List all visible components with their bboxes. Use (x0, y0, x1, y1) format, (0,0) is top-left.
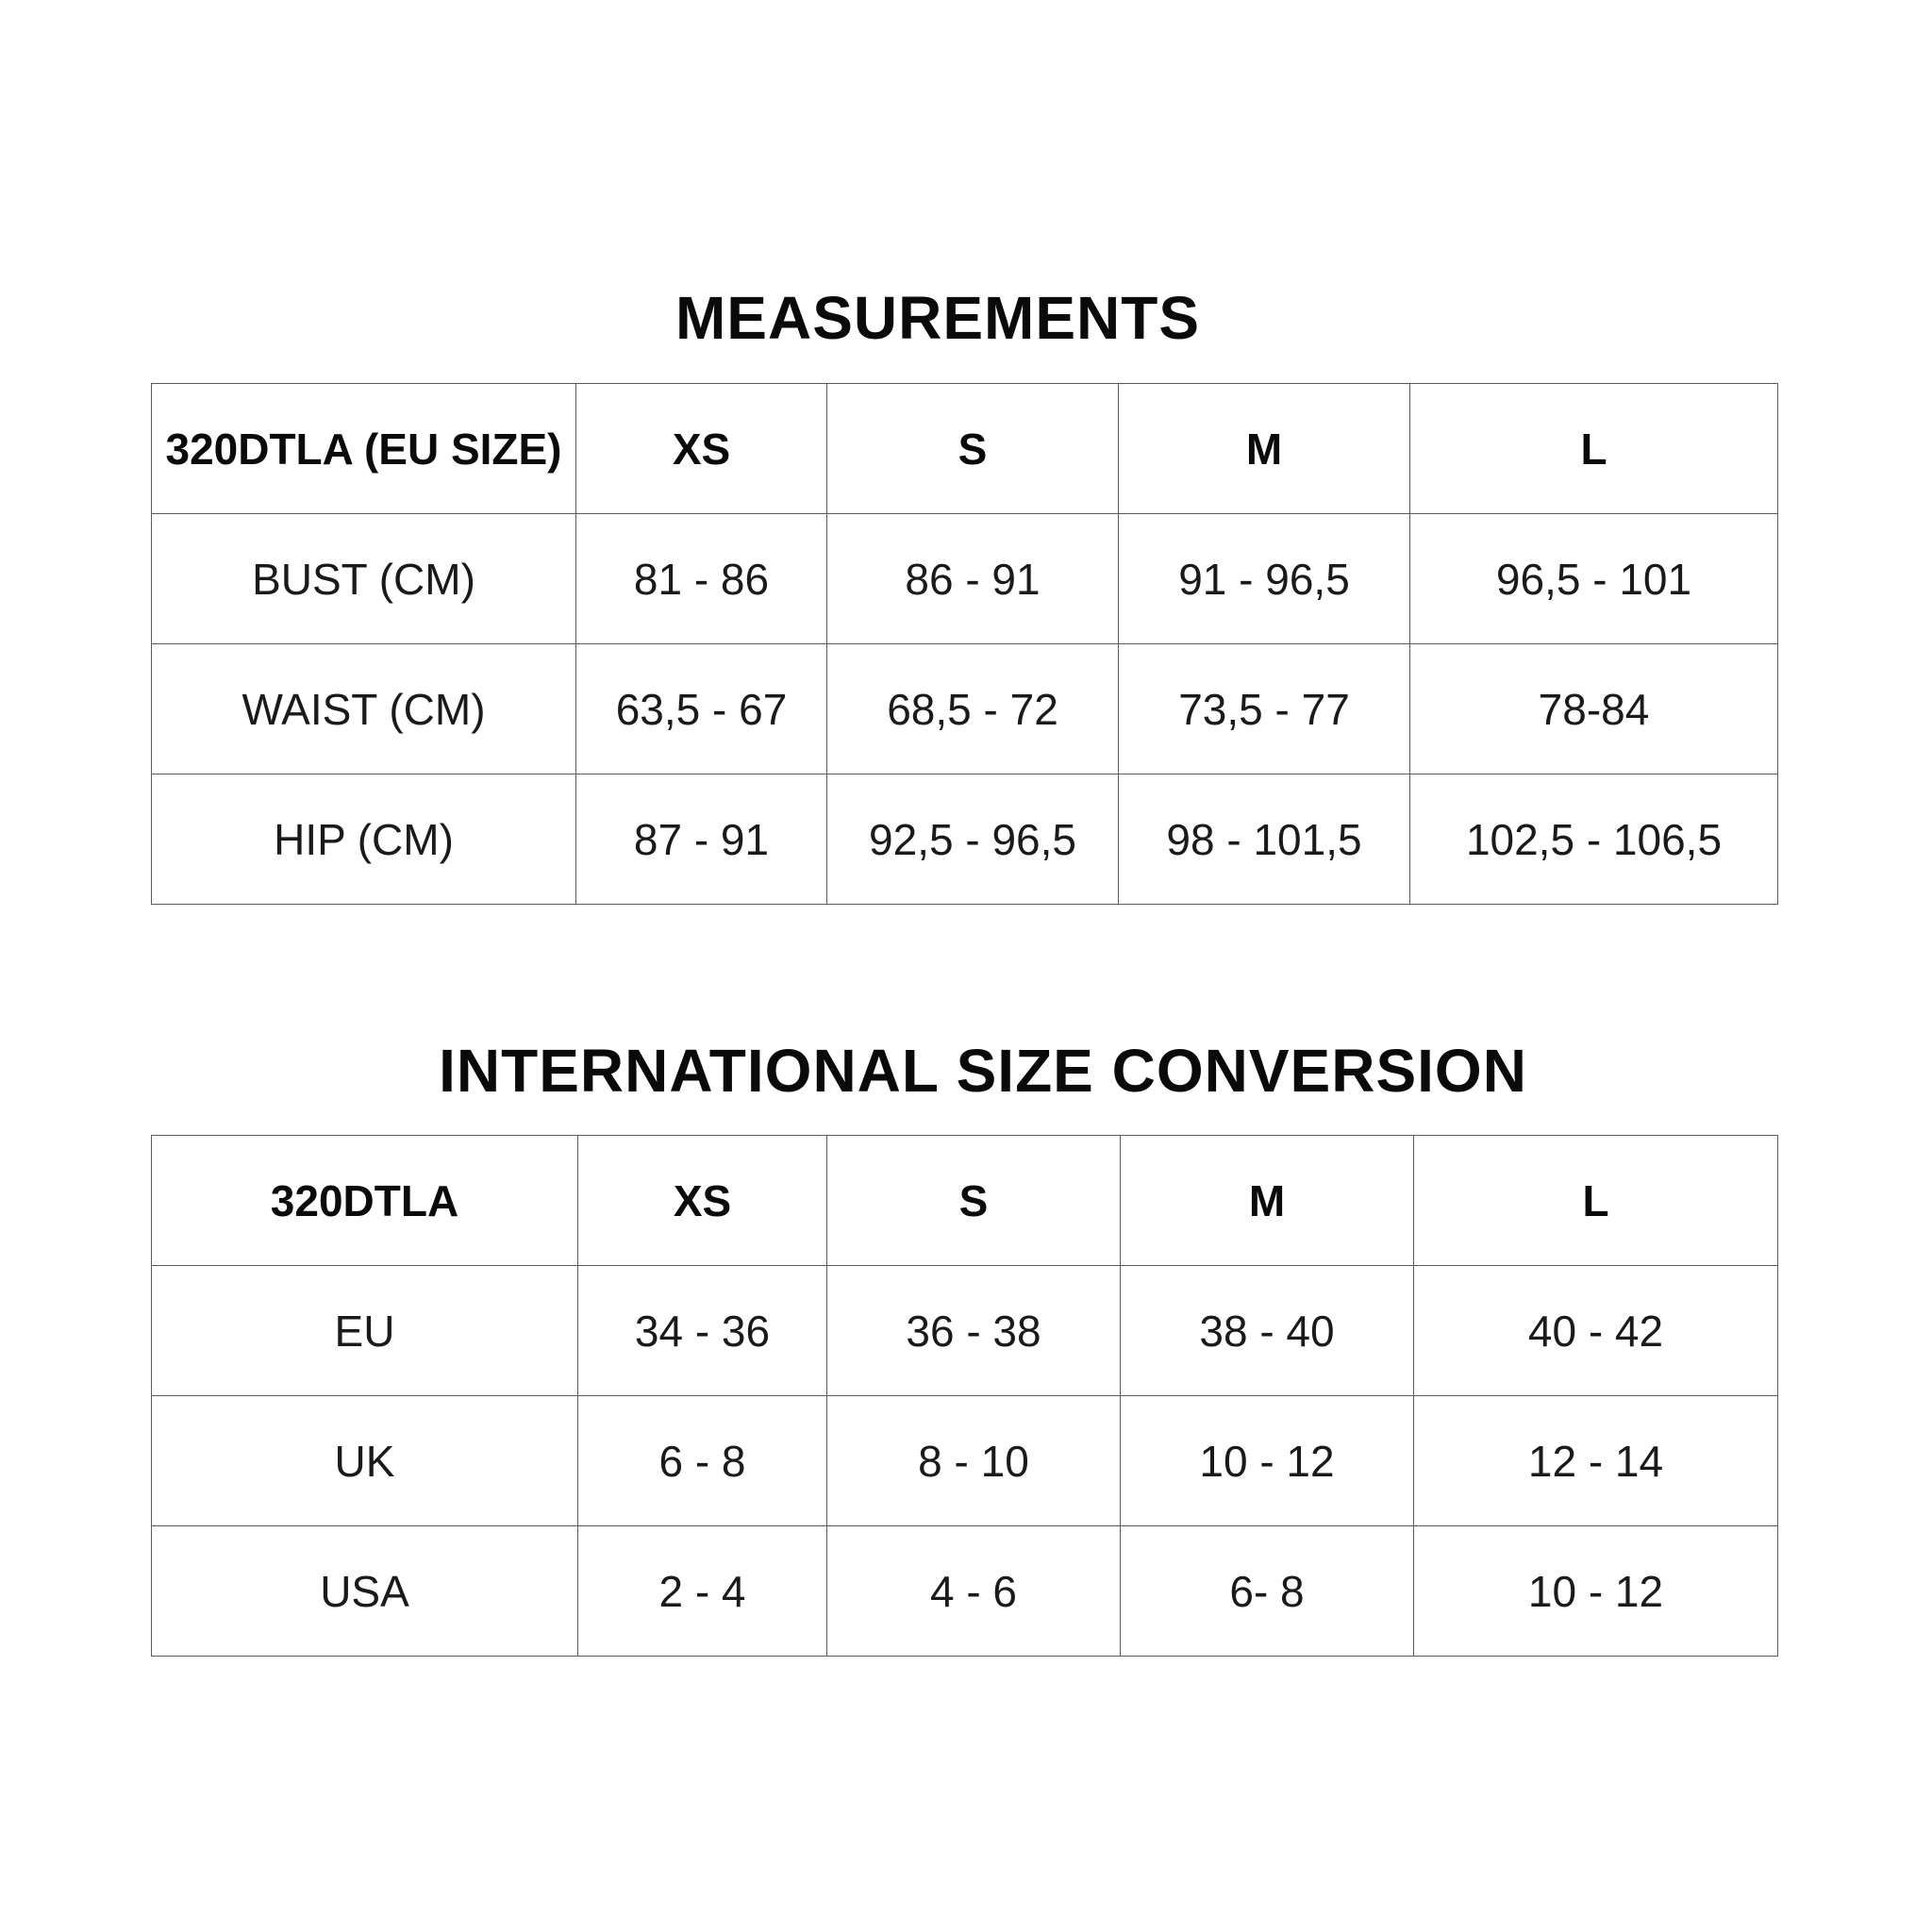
table-cell: 6- 8 (1121, 1526, 1414, 1657)
table-cell: 38 - 40 (1121, 1266, 1414, 1396)
table-row-hip (152, 774, 1778, 905)
table-row-uk (152, 1396, 1778, 1526)
table-cell: 87 - 91 (576, 774, 827, 905)
table-cell: 102,5 - 106,5 (1410, 774, 1778, 905)
table-row-eu (152, 1266, 1778, 1396)
row-label-waist: WAIST (CM) (152, 644, 576, 774)
header-cell-l: L (1410, 384, 1778, 514)
row-label-hip: HIP (CM) (152, 774, 576, 905)
table-cell: 6 - 8 (578, 1396, 827, 1526)
conversion-title: INTERNATIONAL SIZE CONVERSION (439, 1037, 1527, 1105)
header-cell-m: M (1119, 384, 1410, 514)
table-cell: 73,5 - 77 (1119, 644, 1410, 774)
row-label-uk: UK (152, 1396, 578, 1526)
table-cell: 8 - 10 (827, 1396, 1121, 1526)
header-cell-m: M (1121, 1136, 1414, 1266)
row-label-eu: EU (152, 1266, 578, 1396)
conversion-table (151, 1135, 1778, 1657)
measurements-header-row (152, 384, 1778, 514)
table-cell: 96,5 - 101 (1410, 514, 1778, 644)
table-cell: 34 - 36 (578, 1266, 827, 1396)
table-cell: 36 - 38 (827, 1266, 1121, 1396)
header-cell-brand-size: 320DTLA (EU SIZE) (152, 384, 576, 514)
header-cell-xs: XS (578, 1136, 827, 1266)
table-cell: 81 - 86 (576, 514, 827, 644)
table-cell: 92,5 - 96,5 (827, 774, 1119, 905)
header-cell-brand: 320DTLA (152, 1136, 578, 1266)
table-cell: 63,5 - 67 (576, 644, 827, 774)
measurements-table (151, 383, 1778, 905)
header-cell-s: S (827, 384, 1119, 514)
table-cell: 10 - 12 (1121, 1396, 1414, 1526)
table-cell: 86 - 91 (827, 514, 1119, 644)
table-cell: 91 - 96,5 (1119, 514, 1410, 644)
table-cell: 10 - 12 (1414, 1526, 1778, 1657)
header-cell-s: S (827, 1136, 1121, 1266)
table-cell: 78-84 (1410, 644, 1778, 774)
conversion-header-row (152, 1136, 1778, 1266)
measurements-title: MEASUREMENTS (675, 284, 1201, 352)
table-cell: 40 - 42 (1414, 1266, 1778, 1396)
table-cell: 4 - 6 (827, 1526, 1121, 1657)
row-label-bust: BUST (CM) (152, 514, 576, 644)
table-cell: 2 - 4 (578, 1526, 827, 1657)
row-label-usa: USA (152, 1526, 578, 1657)
table-cell: 98 - 101,5 (1119, 774, 1410, 905)
header-cell-xs: XS (576, 384, 827, 514)
table-cell: 68,5 - 72 (827, 644, 1119, 774)
header-cell-l: L (1414, 1136, 1778, 1266)
table-row-usa (152, 1526, 1778, 1657)
table-row-bust (152, 514, 1778, 644)
table-row-waist (152, 644, 1778, 774)
table-cell: 12 - 14 (1414, 1396, 1778, 1526)
